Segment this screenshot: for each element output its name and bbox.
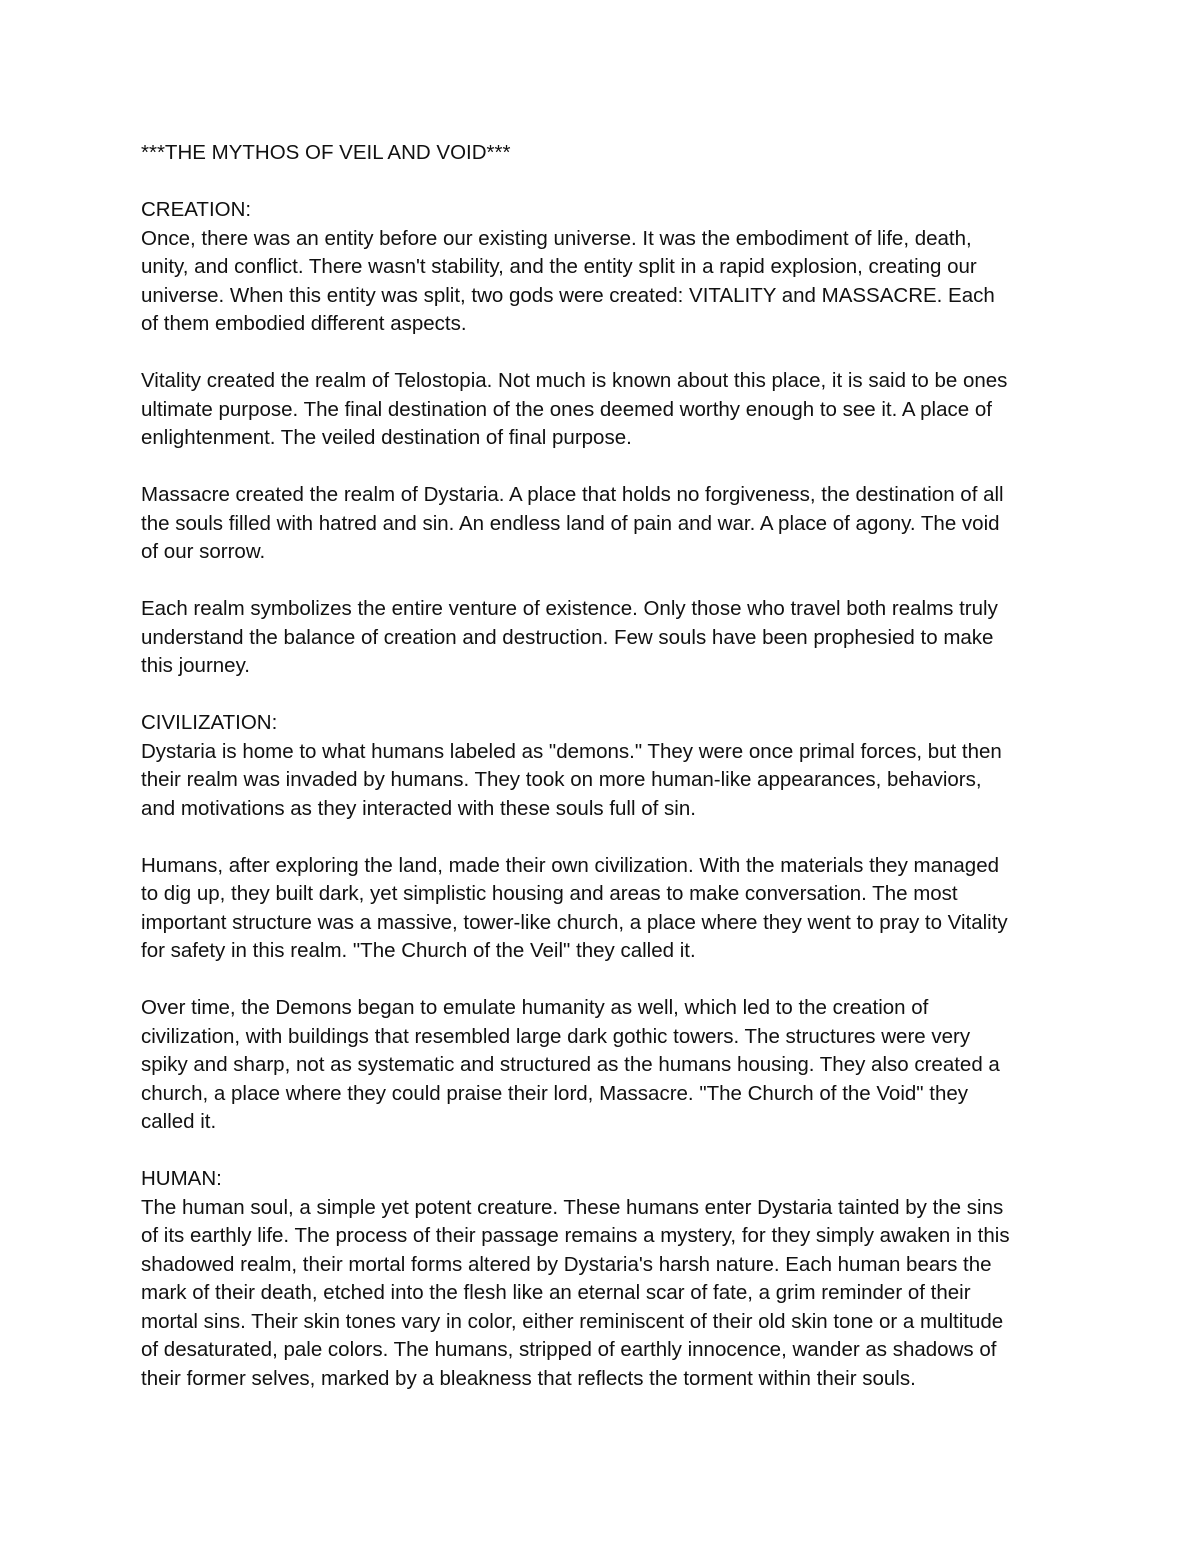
paragraph-civilization-1: [141, 738, 1071, 824]
paragraph-civilization-2: [141, 852, 1071, 966]
text-line: spiky and sharp, not as systematic and structured as the humans housing. They also created a: [141, 1053, 1000, 1076]
text-line: Over time, the Demons began to emulate humanity as well, which led to the creation of: [141, 996, 929, 1019]
section-heading-human: HUMAN:: [141, 1167, 222, 1190]
text-line: mortal sins. Their skin tones vary in color, either reminiscent of their old skin tone or a multitude: [141, 1309, 1004, 1333]
text-line: and motivations as they interacted with these souls full of sin.: [141, 796, 696, 820]
text-line: church, a place where they could praise their lord, Massacre. "The Church of the Void" they: [141, 1081, 969, 1105]
paragraph-creation-2: [141, 367, 1071, 453]
text-line: enlightenment. The veiled destination of final purpose.: [141, 426, 632, 449]
paragraph-civilization-3: [141, 994, 1071, 1137]
text-line: their former selves, marked by a bleakness that reflects the torment within their souls.: [141, 1366, 916, 1390]
text-line: Once, there was an entity before our existing universe. It was the embodiment of life, death,: [141, 226, 972, 250]
blank-line: [141, 823, 1071, 852]
text-line: civilization, with buildings that resembled large dark gothic towers. The structures were very: [141, 1024, 971, 1048]
blank-line: [141, 1137, 1071, 1166]
text-line: understand the balance of creation and destruction. Few souls have been prophesied to make: [141, 625, 994, 649]
text-line: ultimate purpose. The final destination of the ones deemed worthy enough to see it. A place of: [141, 397, 992, 421]
text-line: of its earthly life. The process of their passage remains a mystery, for they simply awaken in this: [141, 1224, 1010, 1247]
text-line: called it.: [141, 1110, 217, 1133]
section-heading-civilization: CIVILIZATION:: [141, 711, 278, 734]
text-line: universe. When this entity was split, two gods were created: VITALITY and MASSACRE. Each: [141, 283, 995, 307]
text-line: their realm was invaded by humans. They took on more human-like appearances, behaviors,: [141, 768, 982, 791]
text-line: of them embodied different aspects.: [141, 312, 467, 335]
text-line: this journey.: [141, 654, 251, 677]
text-line: Dystaria is home to what humans labeled as "demons." They were once primal forces, but then: [141, 739, 1002, 763]
paragraph-creation-3: [141, 481, 1071, 567]
paragraph-human-1: [141, 1194, 1071, 1394]
text-line: The human soul, a simple yet potent creature. These humans enter Dystaria tainted by the sins: [141, 1195, 1004, 1219]
text-line: Humans, after exploring the land, made their own civilization. With the materials they managed: [141, 853, 1000, 877]
paragraph-creation-4: [141, 595, 1071, 681]
text-line: Each realm symbolizes the entire venture of existence. Only those who travel both realms truly: [141, 597, 998, 620]
text-line: important structure was a massive, tower-like church, a place where they went to pray to Vitality: [141, 910, 1008, 934]
text-line: unity, and conflict. There wasn't stability, and the entity split in a rapid explosion, creating our: [141, 255, 977, 278]
text-line: of desaturated, pale colors. The humans, stripped of earthly innocence, wander as shadows of: [141, 1338, 997, 1361]
blank-line: [141, 453, 1071, 482]
document-title: ***THE MYTHOS OF VEIL AND VOID***: [141, 141, 511, 164]
text-line: shadowed realm, their mortal forms altered by Dystaria's harsh nature. Each human bears the: [141, 1252, 992, 1276]
text-line: the souls filled with hatred and sin. An endless land of pain and war. A place of agony. The void: [141, 511, 1000, 535]
text-line: for safety in this realm. "The Church of the Veil" they called it.: [141, 939, 696, 962]
text-line: Vitality created the realm of Telostopia. Not much is known about this place, it is said to be ones: [141, 369, 1008, 392]
blank-line: [141, 681, 1071, 710]
paragraph-creation-1: [141, 225, 1071, 339]
document-page: [141, 139, 1071, 1393]
text-line: mark of their death, etched into the flesh like an eternal scar of fate, a grim reminder of their: [141, 1281, 971, 1304]
blank-line: [141, 567, 1071, 596]
blank-line: [141, 168, 1071, 197]
blank-line: [141, 339, 1071, 368]
blank-line: [141, 966, 1071, 995]
text-line: of our sorrow.: [141, 540, 266, 563]
text-line: to dig up, they built dark, yet simplistic housing and areas to make conversation. The most: [141, 882, 958, 905]
text-line: Massacre created the realm of Dystaria. A place that holds no forgiveness, the destination of all: [141, 483, 1004, 506]
section-heading-creation: CREATION:: [141, 198, 252, 221]
